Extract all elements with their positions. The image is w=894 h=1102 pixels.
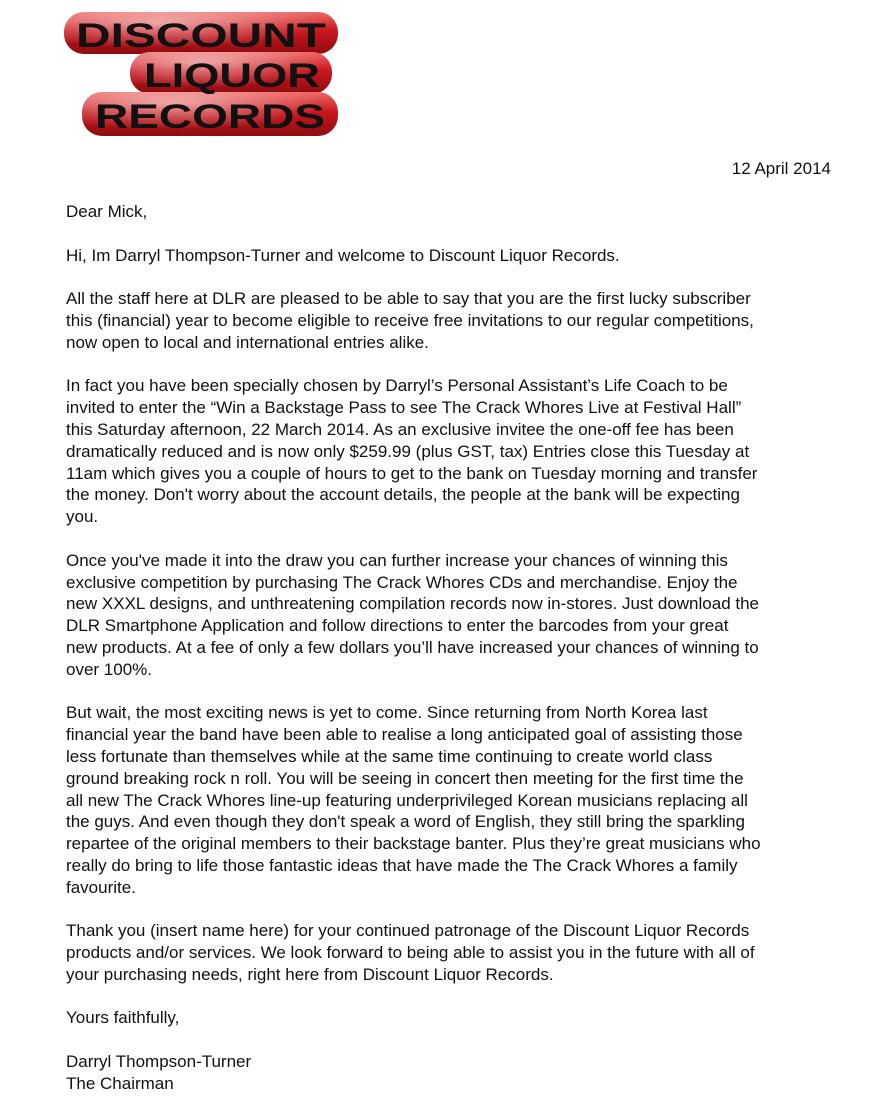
paragraph-intro: Hi, Im Darryl Thompson-Turner and welcome to Discount Liquor Records. — [66, 245, 620, 265]
paragraph-news: But wait, the most exciting news is yet to come. Since returning from North Korea last financial year the band have been able to realise a long anticipated goal of assisting those less fortunate than themselves while at the same time continuing to create world class ground breaking rock n roll. You will be seeing in concert then meeting for the first time the all new The Crack Whores line-up featuring underprivileged Korean musicians replacing all the guys. And even though they don't speak a word of English, they still bring the sparkling repartee of the original members to their backstage banter. Plus they’re great musicians who really do bring to life those fantastic ideas that have made the The Crack Whores a family favourite. — [66, 703, 761, 897]
paragraph-thanks: Thank you (insert name here) for your continued patronage of the Discount Liquor Records products and/or services. We look forward to being able to assist you in the future with all of your purchasing needs, right here from Discount Liquor Records. — [66, 921, 755, 984]
salutation: Dear Mick, — [66, 202, 148, 221]
signature-name: Darryl Thompson-Turner — [66, 1052, 252, 1072]
letter-date: 12 April 2014 — [731, 159, 831, 178]
paragraph-invitation: In fact you have been specially chosen by Darryl’s Personal Assistant’s Life Coach to be invited to enter the “Win a Backstage Pass to see The Crack Whores Live at Festival Hall” this Saturday afternoon, 22 March 2014. As an exclusive invitee the one-off fee has been dramatically reduced and is now only $259.99 (plus GST, tax) Entries close this Tuesday at 11am which gives you a couple of hours to get to the bank on Tuesday morning and transfer the money. Don't worry about the account details, the people at the bank will be expecting you. — [66, 376, 758, 527]
paragraph-eligibility: All the staff here at DLR are pleased to be able to say that you are the first lucky subscriber this (financial) year to become eligible to receive free invitations to our regular competitions, now open to local and international entries alike. — [66, 289, 754, 352]
company-logo — [62, 10, 340, 138]
logo-line-1: DISCOUNT — [76, 17, 327, 55]
logo-line-2: LIQUOR — [144, 57, 320, 95]
letter-body — [66, 201, 841, 1095]
paragraph-merchandise: Once you've made it into the draw you can further increase your chances of winning this exclusive competition by purchasing The Crack Whores CDs and merchandise. Enjoy the new XXXL designs, and unthreatening compilation records now in-stores. Just download the DLR Smartphone Application and follow directions to enter the barcodes from your great new products. At a fee of only a few dollars you’ll have increased your chances of winning to over 100%. — [66, 550, 759, 679]
logo-line-3: RECORDS — [95, 98, 325, 136]
closing: Yours faithfully, — [66, 1008, 180, 1028]
signature-title: The Chairman — [66, 1073, 174, 1093]
